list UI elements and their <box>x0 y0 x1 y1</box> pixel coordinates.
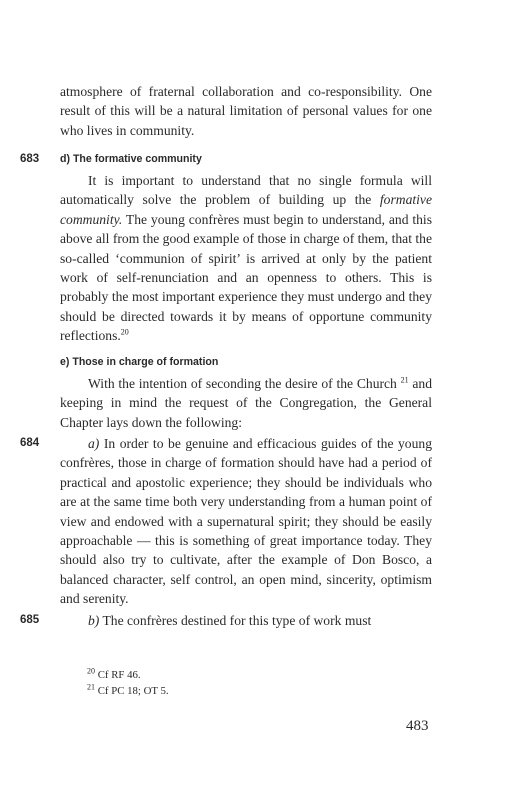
footnote-21: $^{21}$ Cf PC 18; OT 5. <box>87 682 169 697</box>
section-heading-formation-staff: e) Those in charge of formation <box>60 356 219 368</box>
paragraph-continuation <box>60 82 432 140</box>
item-label-a: a) <box>88 436 100 451</box>
footnote-ref-20: 20 <box>120 327 129 337</box>
paragraph-text: atmosphere of fraternal collaboration and co-responsibility. One result of this will be a natural limitation of personal values for one who lives in community. <box>60 84 432 138</box>
paragraph-intro: With the intention of seconding the desire of the Church $^{21}$ and keeping in mind the request of the Congregation, the General Chapter lays down the following: <box>60 375 432 430</box>
emphasis-text: formative community. <box>60 192 432 227</box>
footnote-20: $^{20}$ Cf RF 46. <box>87 666 141 681</box>
item-label-b: b) <box>88 613 100 628</box>
footnote-ref-21: 21 <box>400 375 409 385</box>
page-number: 483 <box>406 718 429 734</box>
paragraph-b: b) The confrères destined for this type of work must <box>88 613 372 628</box>
margin-number-684: 684 <box>20 437 40 449</box>
paragraph-formative-community: It is important to understand that no single formula will automatically solve the problem of building up the formative community. The young confrères must begin to understand, and this above all from the good example of those in charge of them, that the so-called ‘communion of spirit’ is arrived at only by the patient work of self-renunciation and an openness to others. This is probably the most important experience they must undergo and they should be directed towards it by means of opportune community reflections.$^{20}$ <box>60 173 432 344</box>
section-heading-formative-community: d) The formative community <box>60 153 202 165</box>
margin-number-685: 685 <box>20 614 40 626</box>
margin-number-683: 683 <box>20 153 40 165</box>
paragraph-a: a) In order to be genuine and efficacious guides of the young confrères, those in charge of formation should have had a period of practical and apostolic experience; they should be individuals who are at the same time both very understanding from a human point of view and endowed with a supernatural spirit; they should be easily approachable — this is something of great importance today. They should also try to cultivate, after the example of Don Bosco, a balanced character, self control, an open mind, sincerity, optimism and serenity. <box>60 436 432 607</box>
